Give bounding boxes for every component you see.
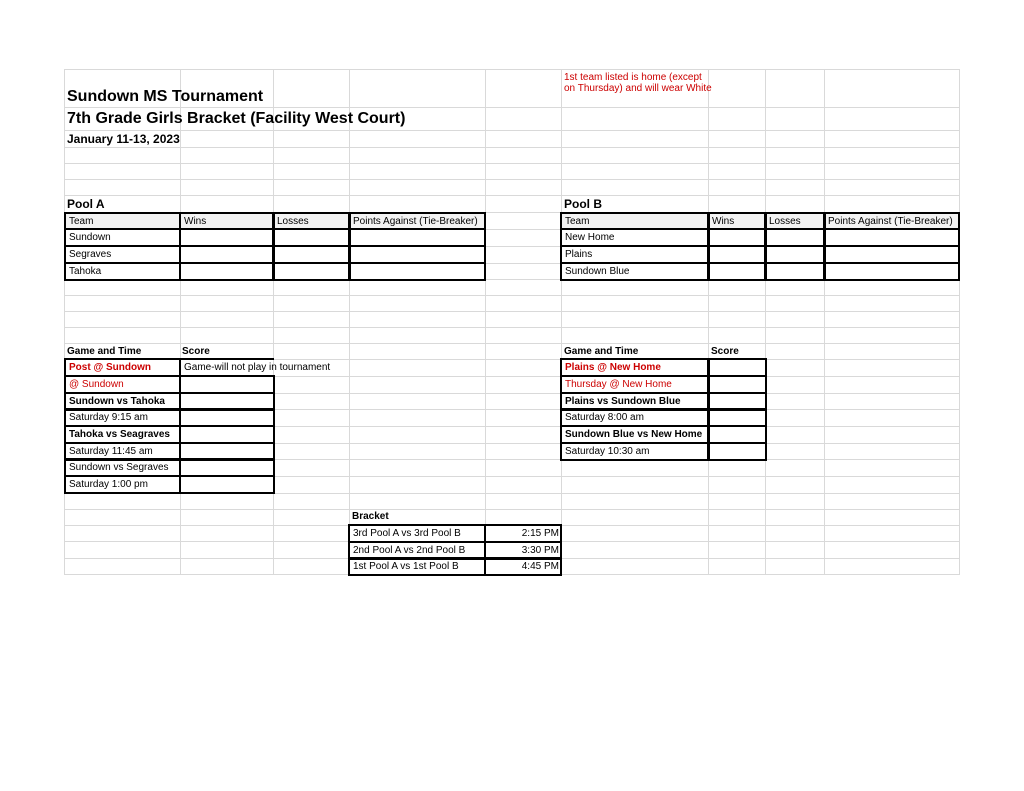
bracket-time: 2:15 PM bbox=[521, 528, 559, 539]
bracket-subtitle: 7th Grade Girls Bracket (Facility West Court) bbox=[67, 110, 406, 127]
cell bbox=[764, 262, 826, 281]
gridline bbox=[64, 130, 960, 131]
gridline bbox=[64, 195, 960, 196]
gridline bbox=[64, 343, 960, 344]
games-a-note: Game-will not play in tournament bbox=[184, 362, 331, 373]
gridline bbox=[765, 69, 766, 575]
gridline bbox=[824, 69, 825, 575]
cell bbox=[823, 262, 960, 281]
cell bbox=[348, 262, 486, 281]
pool-a-team: Tahoka bbox=[69, 266, 102, 277]
pool-a-col-points: Points Against (Tie-Breaker) bbox=[353, 216, 478, 227]
games-b-row: Plains @ New Home bbox=[565, 362, 661, 373]
pool-a-label: Pool A bbox=[67, 197, 105, 211]
bracket-matchup: 1st Pool A vs 1st Pool B bbox=[353, 561, 459, 572]
gridline bbox=[349, 69, 350, 575]
spreadsheet-sheet bbox=[64, 69, 960, 575]
pool-a-col-wins: Wins bbox=[184, 216, 207, 227]
gridline bbox=[64, 107, 960, 108]
pool-b-team: Sundown Blue bbox=[565, 266, 630, 277]
cell bbox=[179, 475, 275, 494]
gridline bbox=[959, 69, 960, 575]
gridline bbox=[64, 69, 65, 575]
games-b-row: Sundown Blue vs New Home bbox=[565, 429, 703, 440]
gridline bbox=[485, 69, 486, 575]
gridline bbox=[64, 509, 960, 510]
bracket-time: 3:30 PM bbox=[521, 545, 559, 556]
cell-top-border bbox=[179, 358, 274, 360]
pool-a-col-team: Team bbox=[69, 216, 94, 227]
bracket-matchup: 2nd Pool A vs 2nd Pool B bbox=[353, 545, 466, 556]
gridline bbox=[708, 69, 709, 575]
pool-b-col-points: Points Against (Tie-Breaker) bbox=[828, 216, 953, 227]
tournament-dates: January 11-13, 2023 bbox=[67, 132, 180, 146]
games-a-row: Tahoka vs Seagraves bbox=[69, 429, 170, 440]
page-title: Sundown MS Tournament bbox=[67, 88, 264, 105]
games-a-header-score: Score bbox=[182, 346, 210, 357]
pool-a-team: Sundown bbox=[69, 232, 111, 243]
pool-b-col-wins: Wins bbox=[712, 216, 735, 227]
pool-b-col-team: Team bbox=[565, 216, 590, 227]
cell bbox=[707, 262, 767, 281]
gridline bbox=[180, 69, 181, 575]
gridline bbox=[64, 311, 960, 312]
gridline bbox=[64, 179, 960, 180]
pool-b-col-losses: Losses bbox=[769, 216, 801, 227]
games-a-row: Saturday 9:15 am bbox=[69, 412, 148, 423]
games-a-row: Saturday 1:00 pm bbox=[69, 479, 148, 490]
gridline bbox=[561, 69, 562, 575]
games-b-row: Plains vs Sundown Blue bbox=[565, 396, 681, 407]
gridline bbox=[64, 295, 960, 296]
games-a-row: @ Sundown bbox=[69, 379, 124, 390]
games-b-row: Saturday 10:30 am bbox=[565, 446, 650, 457]
gridline bbox=[64, 147, 960, 148]
games-a-row: Saturday 11:45 am bbox=[69, 446, 153, 457]
games-a-row: Sundown vs Segraves bbox=[69, 462, 169, 473]
games-a-row: Sundown vs Tahoka bbox=[69, 396, 165, 407]
gridline bbox=[273, 69, 274, 575]
pool-a-team: Segraves bbox=[69, 249, 112, 260]
games-b-row: Saturday 8:00 am bbox=[565, 412, 644, 423]
bracket-label: Bracket bbox=[352, 511, 389, 522]
cell bbox=[272, 262, 351, 281]
home-team-note: 1st team listed is home (except on Thursday) and will wear White bbox=[564, 72, 712, 94]
gridline bbox=[64, 327, 960, 328]
pool-a-col-losses: Losses bbox=[277, 216, 309, 227]
cell bbox=[179, 262, 275, 281]
games-b-header-game: Game and Time bbox=[564, 346, 639, 357]
pool-b-team: Plains bbox=[565, 249, 593, 260]
games-b-row: Thursday @ New Home bbox=[565, 379, 672, 390]
games-a-header-game: Game and Time bbox=[67, 346, 142, 357]
games-a-row: Post @ Sundown bbox=[69, 362, 151, 373]
games-b-header-score: Score bbox=[711, 346, 739, 357]
bracket-time: 4:45 PM bbox=[521, 561, 559, 572]
bracket-matchup: 3rd Pool A vs 3rd Pool B bbox=[353, 528, 461, 539]
pool-b-label: Pool B bbox=[564, 197, 602, 211]
pool-b-team: New Home bbox=[565, 232, 615, 243]
cell bbox=[707, 442, 767, 461]
gridline bbox=[64, 163, 960, 164]
gridline bbox=[64, 69, 960, 70]
